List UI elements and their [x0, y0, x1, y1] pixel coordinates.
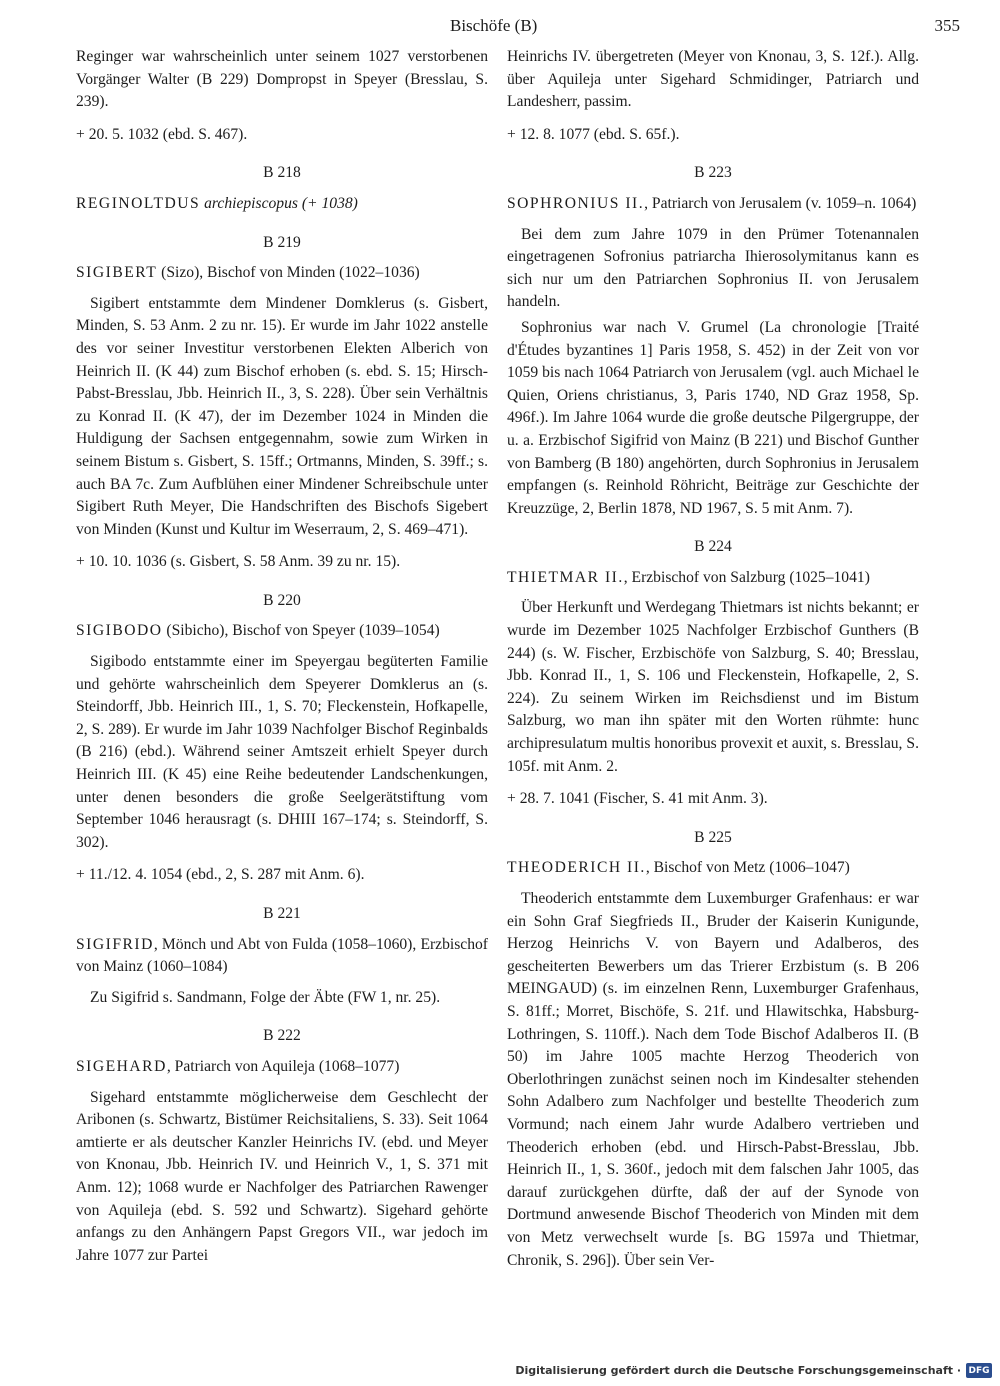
entry-number-b221: B 221 [263, 905, 301, 922]
entry-heading-b221 [76, 934, 488, 979]
running-head: Bischöfe (B) [450, 16, 538, 35]
entry-heading-b218 [76, 193, 488, 216]
continued-text: Heinrichs IV. übergetreten (Meyer von Knonau, 3, S. 12f.). Allg. über Aquileja unter Sigehard Schmidinger, Patriarch und Landesherr, passim. [507, 48, 919, 111]
entry-text-b223-1: Bei dem zum Jahre 1079 in den Prümer Totenannalen eingetragenen Sofronius patriarcha Ihierosolymitanus kann es sich nur um den Patriarchen Sophronius II. von Jerusalem handeln. [507, 225, 919, 311]
right-column [507, 46, 919, 1272]
left-column [76, 46, 488, 1267]
intro-text: Reginger war wahrscheinlich unter seinem 1027 verstorbenen Vorgänger Walter (B 229) Dompropst in Speyer (Bresslau, S. 239). [76, 48, 488, 111]
entry-obit-b219: + 10. 10. 1036 (s. Gisbert, S. 58 Anm. 39 zu nr. 15). [76, 553, 401, 571]
entry-text-b221: Zu Sigifrid s. Sandmann, Folge der Äbte (FW 1, nr. 25). [90, 988, 441, 1006]
entry-obit-b220: + 11./12. 4. 1054 (ebd., 2, S. 287 mit Anm. 6). [76, 866, 365, 884]
entry-title: , Patriarch von Aquileja (1068–1077) [166, 1057, 400, 1075]
continued-obit: + 12. 8. 1077 (ebd. S. 65f.). [507, 125, 680, 143]
entry-title: , Erzbischof von Salzburg (1025–1041) [623, 568, 870, 586]
entry-name: THEODERICH II. [507, 859, 646, 877]
entry-heading-b223 [507, 193, 919, 216]
entry-number-b218: B 218 [263, 164, 301, 182]
dfg-logo: DFG [966, 1363, 992, 1378]
entry-heading-b219 [76, 262, 488, 285]
entry-name: THIETMAR II. [507, 568, 624, 586]
entry-number-b220: B 220 [263, 591, 301, 609]
entry-name: SIGIBERT [76, 264, 158, 282]
entry-title: (Sizo), Bischof von Minden (1022–1036) [161, 264, 420, 282]
entry-name: SIGIBODO [76, 622, 163, 640]
entry-obit-b224: + 28. 7. 1041 (Fischer, S. 41 mit Anm. 3). [507, 790, 768, 808]
entry-text-b219: Sigibert entstammte dem Mindener Domklerus (s. Gisbert, Minden, S. 53 Anm. 2 zu nr. 15). Er wurde im Jahr 1022 anstelle des vor seiner Investitur verstorbenen Elekten Alberich von Heinrich II. (K 44) zum Bischof erhoben (s. ebd. S. 15; Hirsch-Pabst-Bresslau, Jbb. Heinrich II., 3, S. 228). Über sein Verhältnis zu Konrad II. (K 47), der im Dezember 1024 in Minden die Huldigung der Sachsen entgegennahm, sowie zum Wirken in seinem Bistum s. Gisbert, S. 15ff.; Ortmanns, Minden, S. 39ff.; s. auch BA 7c. Zum Aufblühen einer Mindener Schreibschule unter Sigibert Ruth Meyer, Die Handschriften des Bischofs Sigebert von Minden (Kunst und Kultur im Weserraum, 2, S. 469–471). [76, 294, 488, 538]
page-number: 355 [934, 16, 960, 35]
entry-name: SOPHRONIUS II. [507, 194, 645, 212]
entry-heading-b220 [76, 620, 488, 643]
entry-title: , Mönch und Abt von Fulda (1058–1060), Erzbischof von Mainz (1060–1084) [76, 935, 488, 976]
digitization-footer [515, 1363, 992, 1378]
entry-number-b225: B 225 [694, 828, 732, 846]
entry-text-b225: Theoderich entstammte dem Luxemburger Grafenhaus: er war ein Sohn Graf Siegfrieds II., Bruder der Kaiserin Kunigunde, Herzog Heinrichs V. von Bayern und Adalberos, des gescheiterten Bewerbers um das Trierer Erzbistum (s. B 206 MEINGAUD) (s. im einzelnen Renn, Luxemburger Grafenhaus, S. 81ff.; Morret, Bischöfe, S. 21f. und Hlawitschka, Habsburg-Lothringen, S. 110ff.). Nach dem Tode Bischof Adalberos II. (B 50) im Jahre 1005 machte Herzog Theoderich von Oberlothringen zunächst seinen noch im Kindesalter stehenden Sohn Adalbero zum Nachfolger und bestellte Theoderich zum Vormund; nach einem Jahr wurde Adalbero vertrieben und Theoderich erhoben (ebd. und Hirsch-Pabst-Bresslau, Jbb. Heinrich II., 1, S. 360f., jedoch mit dem falschen Jahr 1005, das darauf zurückgehen dürfte, daß der auf der Synode von Dortmund anwesende Bischof Theoderich von Minden mit dem von Metz verwechselt wurde [s. BG 1597a und Thietmar, Chronik, S. 296]). Über sein Ver- [507, 890, 919, 1269]
entry-name: REGINOLTDUS [76, 194, 201, 212]
entry-title: archiepiscopus (+ 1038) [204, 194, 358, 212]
entry-text-b222: Sigehard entstammte möglicherweise dem Geschlecht der Aribonen (s. Schwartz, Bistümer Reichsitaliens, S. 33). Seit 1064 amtierte er als deutscher Kanzler Heinrichs IV. (ebd. und Meyer von Knonau, Jbb. Heinrich IV. und Heinrich V., 1, S. 371 mit Anm. 12); 1068 wurde er Nachfolger des Patriarchen Rawenger von Aquileja (ebd. S. 592 und Schwartz). Sigehard gehörte anfangs zu den Anhängern Papst Gregors VII., war jedoch im Jahre 1077 zur Partei [76, 1088, 488, 1264]
entry-name: SIGEHARD [76, 1057, 167, 1075]
entry-title: , Bischof von Metz (1006–1047) [645, 859, 850, 877]
entry-title: , Patriarch von Jerusalem (v. 1059–n. 1064) [644, 194, 917, 212]
entry-number-b222: B 222 [263, 1027, 301, 1045]
footer-text: Digitalisierung gefördert durch die Deutsche Forschungsgemeinschaft · [515, 1364, 961, 1377]
entry-text-b220: Sigibodo entstammte einer im Speyergau begüterten Familie und gehörte wahrscheinlich dem Speyerer Domklerus an (s. Steindorff, Jbb. Heinrich III., 1, S. 70; Fleckenstein, Hofkapelle, 2, S. 289). Er wurde im Jahr 1039 Nachfolger Bischof Reginbalds (B 216) (ebd.). Während seiner Amtszeit erhielt Speyer durch Heinrich III. (K 45) eine Reihe bedeutender Landschenkungen, unter denen besonders die große Seelgerätstiftung vom September 1046 herausragt (s. DHIII 167–174; s. Steindorff, S. 302). [76, 653, 488, 851]
entry-heading-b224 [507, 567, 919, 590]
entry-number-b219: B 219 [263, 233, 301, 251]
entry-number-b223: B 223 [694, 164, 732, 182]
entry-text-b224: Über Herkunft und Werdegang Thietmars ist nichts bekannt; er wurde im Dezember 1025 Nachfolger Erzbischof Gunthers (B 244) (s. W. Fischer, Erzbischöfe von Salzburg, S. 40; Bresslau, Jbb. Konrad II., 1, S. 106 und Fleckenstein, Hofkapelle, 2, S. 224). Zu seinem Wirken im Reichsdienst und im Bistum Salzburg, wo man ihn später mit den Worten rühmte: hunc archipresulatum multis honoribus provexit et auxit, s. Bresslau, S. 105f. mit Anm. 2. [507, 599, 919, 775]
intro-obit: + 20. 5. 1032 (ebd. S. 467). [76, 125, 248, 143]
entry-heading-b222 [76, 1056, 488, 1079]
entry-heading-b225 [507, 857, 919, 880]
entry-name: SIGIFRID [76, 935, 154, 953]
entry-title: (Sibicho), Bischof von Speyer (1039–1054) [166, 622, 440, 640]
entry-number-b224: B 224 [694, 538, 732, 556]
entry-text-b223-2: Sophronius war nach V. Grumel (La chronologie [Traité d'Études byzantines 1] Paris 1958, S. 452) in der Zeit von vor 1059 bis nach 1064 Patriarch von Jerusalem (vgl. auch Michael le Quien, Oriens christianus, 3, Paris 1740, ND Graz 1958, Sp. 496f.). Im Jahre 1064 wurde die große deutsche Pilgergruppe, der u. a. Erzbischof Sigifrid von Mainz (B 221) und Bischof Gunther von Bamberg (B 180) angehörten, durch Sophronius in Jerusalem empfangen (s. Reinhold Röhricht, Beiträge zur Geschichte der Kreuzzüge, 2, Berlin 1878, ND 1967, S. 5 mit Anm. 7). [507, 318, 919, 517]
